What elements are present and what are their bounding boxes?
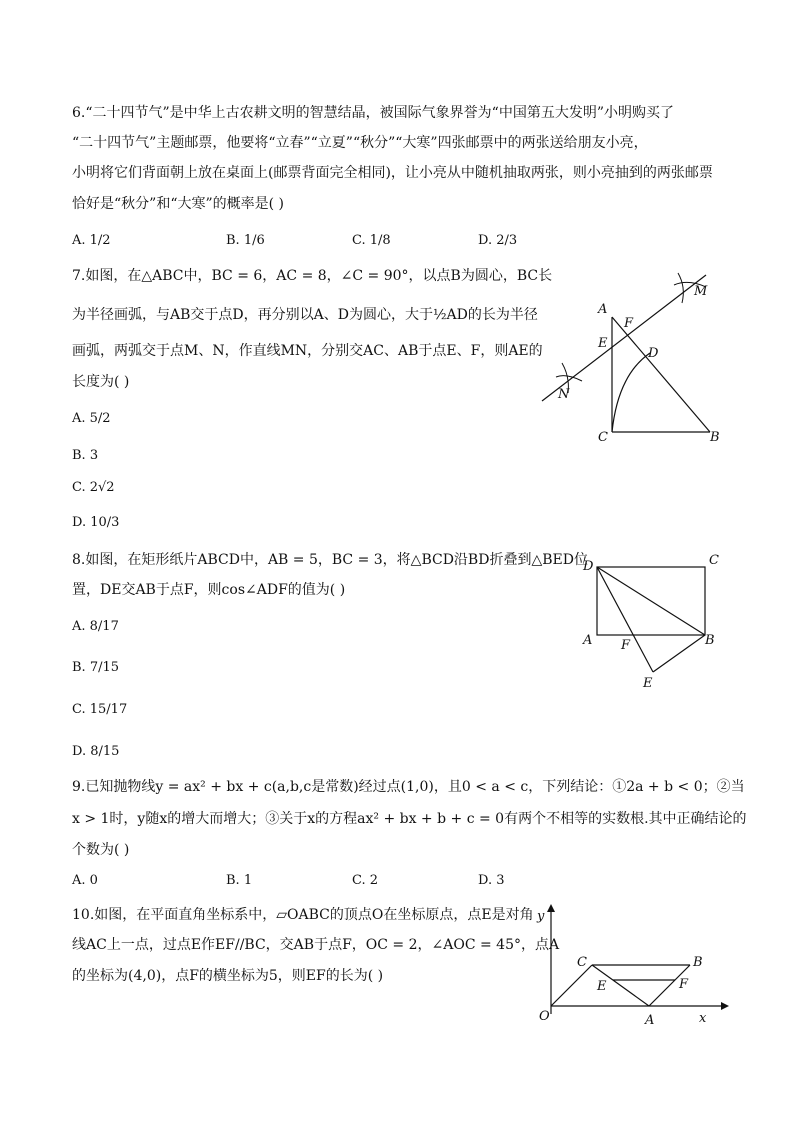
q8-figure xyxy=(575,550,735,690)
q8-label-f: F xyxy=(621,638,631,653)
question-9-line-2: x > 1时，y随x的增大而增大；③关于x的方程ax² + bx + b + c = 0有两个不相等的实数根.其中正确结论的 xyxy=(72,811,747,827)
q8-label-c: C xyxy=(709,553,719,568)
q9-option-a: A. 0 xyxy=(72,873,98,888)
question-6-line-2: “二十四节气”主题邮票，他要将“立春”“立夏”“秋分”“大寒”四张邮票中的两张送给朋友小亮， xyxy=(72,135,648,151)
q8-label-e: E xyxy=(643,676,653,690)
q9-option-d: D. 3 xyxy=(478,873,505,888)
question-10-line-1: 10.如图，在平面直角坐标系中，▱OABC的顶点O在坐标原点，点E是对角 xyxy=(72,907,534,923)
q8-option-b: B. 7/15 xyxy=(72,660,120,675)
question-8-line-2: 置，DE交AB于点F，则cos∠ADF的值为( ) xyxy=(72,582,346,598)
question-10-line-2: 线AC上一点，过点E作EF//BC，交AB于点F，OC = 2，∠AOC = 45°，点A xyxy=(72,937,560,953)
q7-option-c: C. 2√2 xyxy=(72,480,115,495)
question-6-line-3: 小明将它们背面朝上放在桌面上(邮票背面完全相同)，让小亮从中随机抽取两张，则小亮抽到的两张邮票 xyxy=(72,165,713,181)
q8-option-c: C. 15/17 xyxy=(72,702,128,717)
q10-label-c: C xyxy=(577,955,587,970)
q7-label-c: C xyxy=(598,430,608,445)
q8-label-a: A xyxy=(583,633,593,648)
q6-option-d: D. 2/3 xyxy=(478,233,518,248)
question-8-line-1: 8.如图，在矩形纸片ABCD中，AB = 5，BC = 3，将△BCD沿BD折叠到△BED位 xyxy=(72,552,588,568)
q6-option-b: B. 1/6 xyxy=(226,233,265,248)
q7-label-b: B xyxy=(710,430,720,445)
question-6-line-4: 恰好是“秋分”和“大寒”的概率是( ) xyxy=(72,196,285,212)
q7-option-a: A. 5/2 xyxy=(72,411,111,426)
question-6-line-1: 6.“二十四节气”是中华上古农耕文明的智慧结晶，被国际气象界誉为“中国第五大发明”小明购买了 xyxy=(72,105,674,121)
q7-label-m: M xyxy=(694,284,708,299)
q9-option-b: B. 1 xyxy=(226,873,253,888)
q10-label-y: y xyxy=(537,909,545,924)
q10-label-b: B xyxy=(693,955,703,970)
q7-label-e: E xyxy=(598,336,608,351)
q10-label-a: A xyxy=(645,1013,655,1028)
q7-figure xyxy=(530,265,730,450)
question-7-line-4: 长度为( ) xyxy=(72,374,130,390)
question-9-line-3: 个数为( ) xyxy=(72,842,130,858)
question-7-line-2: 为半径画弧，与AB交于点D，再分别以A、D为圆心，大于½AD的长为半径 xyxy=(72,307,538,323)
question-9-line-1: 9.已知抛物线y = ax² + bx + c(a,b,c是常数)经过点(1,0)，且0 < a < c，下列结论：①2a + b < 0；②当 xyxy=(72,779,745,795)
q7-label-a: A xyxy=(598,302,608,317)
q10-label-e: E xyxy=(597,979,607,994)
q7-label-f: F xyxy=(624,316,634,331)
q7-label-n: N xyxy=(558,387,570,402)
q6-option-c: C. 1/8 xyxy=(352,233,391,248)
q6-option-a: A. 1/2 xyxy=(72,233,111,248)
q7-option-b: B. 3 xyxy=(72,448,99,463)
q8-label-b: B xyxy=(705,633,715,648)
q8-label-d: D xyxy=(583,559,594,574)
q8-option-d: D. 8/15 xyxy=(72,744,120,759)
q10-label-x: x xyxy=(699,1011,707,1026)
q7-label-d: D xyxy=(648,346,659,361)
question-7-line-3: 画弧，两弧交于点M、N，作直线MN，分别交AC、AB于点E、F，则AE的 xyxy=(72,343,543,359)
q9-option-c: C. 2 xyxy=(352,873,379,888)
q10-figure xyxy=(535,900,735,1030)
q8-option-a: A. 8/17 xyxy=(72,619,119,634)
q7-option-d: D. 10/3 xyxy=(72,515,120,530)
question-7-line-1: 7.如图，在△ABC中，BC = 6，AC = 8，∠C = 90°，以点B为圆心，BC长 xyxy=(72,268,553,284)
q10-label-f: F xyxy=(679,977,689,992)
q10-label-o: O xyxy=(539,1009,550,1024)
question-10-line-3: 的坐标为(4,0)，点F的横坐标为5，则EF的长为( ) xyxy=(72,968,384,984)
